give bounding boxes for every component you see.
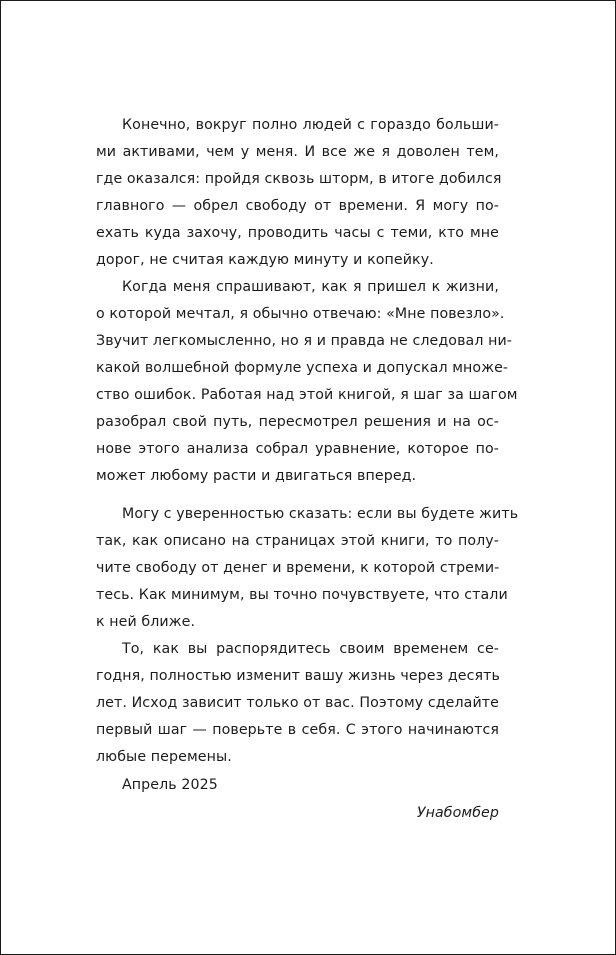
paragraph-3-line-3: чите свободу от денег и времени, к которой стреми- bbox=[96, 560, 500, 576]
paragraph-1-line-2: ми активами, чем у меня. И все же я доволен тем, bbox=[96, 144, 499, 160]
paragraph-4-line-1: То, как вы распорядитесь своим временем се- bbox=[122, 641, 499, 657]
paragraph-4-line-2: годня, полностью изменит вашу жизнь через десять bbox=[96, 668, 500, 684]
paragraph-1-line-5: ехать куда захочу, проводить часы с теми, кто мне bbox=[96, 225, 499, 241]
paragraph-4-line-4: первый шаг — поверьте в себя. С этого начинаются bbox=[96, 722, 499, 738]
paragraph-2-line-6: разобрал свой путь, пересмотрел решения и на ос- bbox=[96, 414, 499, 430]
author-signature: Унабомбер bbox=[416, 805, 499, 821]
paragraph-1-line-3: где оказался: пройдя сквозь шторм, в итоге добился bbox=[96, 171, 502, 187]
paragraph-2-line-8: может любому расти и двигаться вперед. bbox=[96, 468, 417, 484]
paragraph-2-line-7: нове этого анализа собрал уравнение, которое по- bbox=[96, 441, 499, 457]
paragraph-2-line-2: о которой мечтал, я обычно отвечаю: «Мне повезло». bbox=[96, 306, 505, 322]
paragraph-1-line-6: дорог, не считая каждую минуту и копейку. bbox=[96, 252, 434, 268]
paragraph-4-line-5: любые перемены. bbox=[96, 749, 232, 765]
paragraph-1-line-4: главного — обрел свободу от времени. Я могу по- bbox=[96, 198, 499, 214]
paragraph-4-line-3: лет. Исход зависит только от вас. Поэтому сделайте bbox=[96, 695, 499, 711]
date: Апрель 2025 bbox=[122, 777, 218, 793]
paragraph-1-line-1: Конечно, вокруг полно людей с гораздо больши- bbox=[122, 117, 499, 133]
paragraph-3-line-4: тесь. Как минимум, вы точно почувствуете, что стали bbox=[96, 587, 508, 603]
paragraph-2-line-3: Звучит легкомысленно, но я и правда не следовал ни- bbox=[96, 333, 513, 349]
paragraph-3-line-2: так, как описано на страницах этой книги, то полу- bbox=[96, 533, 499, 549]
paragraph-2-line-1: Когда меня спрашивают, как я пришел к жизни, bbox=[122, 279, 499, 295]
paragraph-3-line-5: к ней ближе. bbox=[96, 614, 196, 630]
paragraph-2-line-5: ство ошибок. Работая над этой книгой, я шаг за шагом bbox=[96, 387, 518, 403]
paragraph-3-line-1: Могу с уверенностью сказать: если вы будете жить bbox=[122, 506, 519, 522]
paragraph-2-line-4: какой волшебной формуле успеха и допускал множе- bbox=[96, 360, 509, 376]
